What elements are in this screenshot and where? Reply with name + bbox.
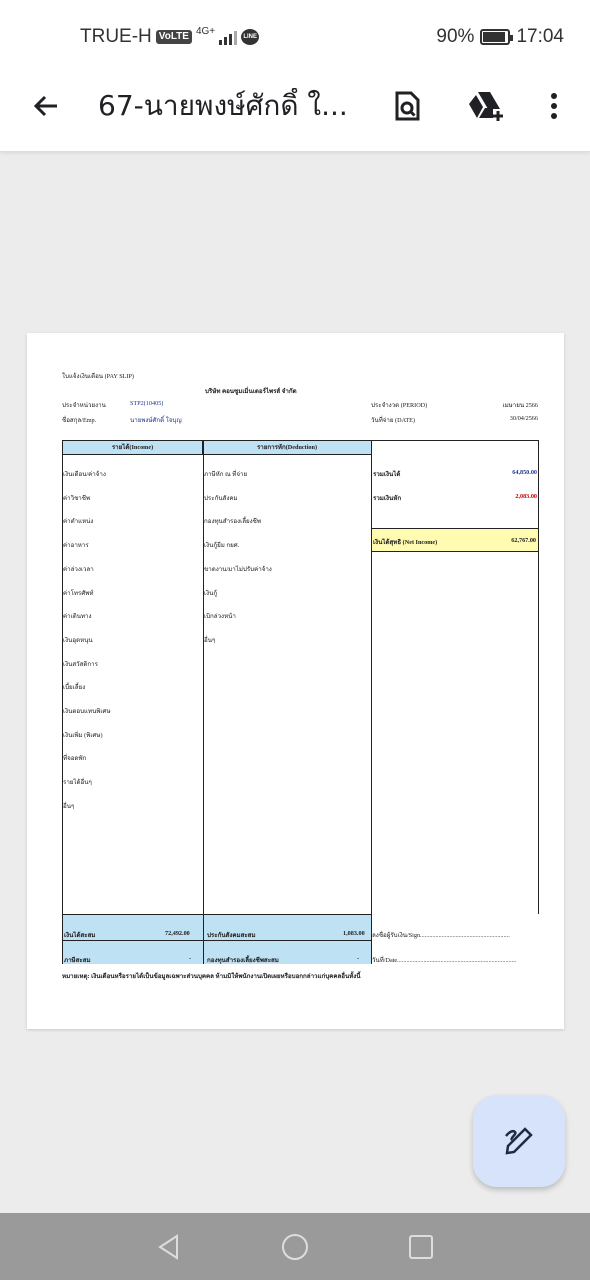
row-label: เบิกล่วงหน้า bbox=[204, 613, 236, 621]
ytd-pf-label: กองทุนสำรองเลี้ยงชีพสะสม bbox=[207, 957, 279, 964]
period-label: ประจำงวด (PERIOD) bbox=[371, 402, 428, 409]
row-label: ค่าเดินทาง bbox=[63, 613, 92, 621]
system-nav-bar bbox=[0, 1213, 590, 1280]
emp-id: STP2(10405) bbox=[130, 400, 164, 407]
nav-back-icon[interactable] bbox=[155, 1233, 183, 1261]
signature-line: ลงชื่อผู้รับเงิน/Sign.......................................................... bbox=[372, 932, 510, 939]
document-title: 67-นายพงษ์ศักดิ์ ใ... bbox=[98, 89, 348, 122]
ytd-ss-value: 1,083.00 bbox=[343, 930, 365, 937]
signal-icon bbox=[219, 29, 237, 45]
battery-icon bbox=[480, 29, 510, 45]
more-options-icon[interactable] bbox=[544, 90, 564, 122]
column-divider bbox=[371, 441, 372, 963]
date-sign-line: วันที่/Date............................................................................. bbox=[372, 957, 517, 964]
net-income-value: 62,767.00 bbox=[511, 537, 536, 544]
row-label: ค่าล่วงเวลา bbox=[63, 565, 94, 573]
row-label: กองทุนสำรองเลี้ยงชีพ bbox=[204, 518, 261, 526]
emp-name-label: ชื่อสกุล/Emp. bbox=[62, 417, 97, 424]
row-label: ที่จอดพัก bbox=[63, 755, 87, 763]
row-label: อื่นๆ bbox=[63, 802, 75, 810]
income-header: รายได้(Income) bbox=[63, 441, 203, 455]
row-label: เงินเพิ่ม (พิเศษ) bbox=[63, 731, 103, 739]
period-value: เมษายน 2566 bbox=[502, 402, 538, 409]
payslip-page bbox=[27, 333, 564, 1029]
row-label: เงินตอบแทนพิเศษ bbox=[63, 708, 111, 715]
confidential-note: หมายเหตุ: เงินเดือนหรือรายได้เป็นข้อมูลเฉพาะส่วนบุคคล ห้ามมิให้พนักงานเปิดเผยหรือบอกกล่าวแก่บุคคลอื่นทั้งนี้ bbox=[62, 973, 361, 980]
company-name: บริษัท คอนซูมเมิ่นเตอร์ไพรส์ จำกัด bbox=[205, 388, 297, 395]
date-label: วันที่จ่าย (DATE) bbox=[371, 417, 415, 424]
ytd-tax-value: - bbox=[189, 955, 192, 962]
ytd-tax-label: ภาษีสะสม bbox=[64, 957, 91, 964]
nav-recents-icon[interactable] bbox=[407, 1233, 435, 1261]
carrier-name: TRUE-H bbox=[80, 26, 152, 47]
total-income-value: 64,850.00 bbox=[512, 469, 537, 476]
carrier-info bbox=[80, 26, 259, 48]
row-label: ขาดงาน/มาไม่ปรับค่าจ้าง bbox=[204, 565, 272, 573]
row-label: ประกันสังคม bbox=[204, 494, 238, 502]
ytd-income-label: เงินได้สะสม bbox=[64, 932, 96, 939]
emp-id-label: ประจำหน่วยงาน bbox=[62, 402, 106, 409]
row-label: ภาษีหัก ณ ที่จ่าย bbox=[204, 471, 248, 478]
emp-name: นายพงษ์ศักดิ์ ใจบุญ bbox=[130, 417, 182, 424]
battery-percent: 90% bbox=[436, 26, 475, 47]
date-value: 30/04/2566 bbox=[509, 415, 538, 422]
status-right bbox=[436, 26, 564, 48]
row-label: รายได้อื่นๆ bbox=[63, 779, 92, 787]
row-label: เบี้ยเลี้ยง bbox=[63, 684, 86, 692]
column-divider bbox=[203, 914, 204, 964]
find-in-document-icon[interactable] bbox=[391, 90, 423, 122]
total-income-label: รวมเงินได้ bbox=[373, 471, 401, 478]
nav-home-icon[interactable] bbox=[281, 1233, 309, 1261]
ytd-income-value: 72,492.00 bbox=[165, 930, 190, 937]
row-label: เงินกู้ยืม กยศ. bbox=[204, 542, 240, 550]
app-bar bbox=[0, 72, 590, 152]
row-label: เงินสวัสดิการ bbox=[63, 660, 98, 668]
net-income-label: เงินได้สุทธิ (Net Income) bbox=[373, 539, 438, 546]
ytd-pf-value: - bbox=[357, 955, 360, 962]
row-label: เงินกู้ bbox=[204, 589, 218, 597]
ytd-ss-label: ประกันสังคมสะสม bbox=[207, 932, 256, 939]
clock: 17:04 bbox=[516, 26, 564, 47]
row-label: เงินอุดหนุน bbox=[63, 636, 93, 644]
row-label: เงินเดือน/ค่าจ้าง bbox=[63, 471, 106, 478]
total-deduction-label: รวมเงินหัก bbox=[373, 495, 402, 502]
row-label: อื่นๆ bbox=[204, 636, 216, 644]
payslip-title: ใบแจ้งเงินเดือน (PAY SLIP) bbox=[62, 373, 134, 380]
row-label: ค่าตำแหน่ง bbox=[63, 518, 94, 526]
row-label: ค่าอาหาร bbox=[63, 542, 89, 550]
volte-badge: VoLTE bbox=[156, 30, 192, 44]
add-to-drive-icon[interactable] bbox=[466, 90, 506, 122]
total-deduction-value: 2,083.00 bbox=[515, 493, 537, 500]
row-label: ค่าวิชาชีพ bbox=[63, 494, 91, 502]
pen-edit-icon bbox=[503, 1125, 535, 1157]
status-bar bbox=[0, 0, 590, 72]
deduction-header: รายการหัก(Deduction) bbox=[203, 441, 371, 455]
line-icon: LINE bbox=[241, 29, 259, 45]
back-arrow-icon[interactable] bbox=[30, 90, 62, 122]
row-label: ค่าโทรศัพท์ bbox=[63, 589, 94, 597]
payslip-table bbox=[62, 440, 539, 964]
edit-fab-button[interactable] bbox=[473, 1095, 565, 1187]
network-type: 4G+ bbox=[195, 26, 216, 37]
